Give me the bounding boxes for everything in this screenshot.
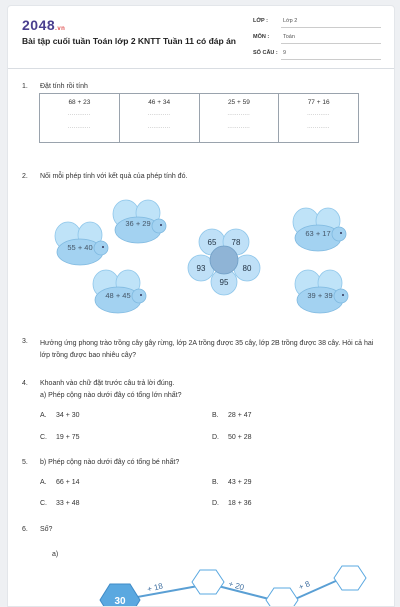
matching-illustration — [8, 194, 394, 324]
arrow-line — [218, 586, 273, 600]
svg-text:39 + 39: 39 + 39 — [307, 291, 333, 300]
page-title: Bài tập cuối tuần Toán lớp 2 KNTT Tuần 11 có đáp án — [22, 36, 236, 46]
petal[interactable]: 95 — [219, 278, 229, 287]
calc-table — [39, 93, 359, 143]
question-4-sub: a) Phép cộng nào dưới đây có tổng lớn nhất? — [40, 392, 182, 399]
petal[interactable]: 78 — [231, 238, 241, 247]
calc-cell[interactable]: 25 + 59 ............ ............ — [199, 94, 279, 143]
bee[interactable] — [93, 270, 146, 313]
bee[interactable] — [295, 270, 348, 313]
header: 2048.vn Bài tập cuối tuần Toán lớp 2 KNTT Tuần 11 có đáp án LỚP : Lớp 2 MÔN : Toán SỐ CÂU : 9 — [8, 6, 394, 69]
calc-cell[interactable]: 77 + 16 ............ ............ — [279, 94, 359, 143]
number-chain — [8, 564, 394, 607]
worksheet: 2048.vn Bài tập cuối tuần Toán lớp 2 KNTT Tuần 11 có đáp án LỚP : Lớp 2 MÔN : Toán SỐ CÂU : 9 1. Đặt tính rồi tính 68 + 23 ............ ............ 46 + 34 ............ ............ 25 + 59 ............ ............ 77 + 16 ............ ............ 2. Nối mỗi phép tính với kết quả của phép tính đó. 36 + 29 55 + 40 48 + 45 63 + 17 39 + 39 65 78 93 80 95 3. Hưởng ứng phong trào trồng cây gây rừng, lớp 2A trồng được 35 cây, lớp 2B trồng được 38 cây. Hỏi cả hai lớp trồng được bao nhiêu cây? 4. Khoanh vào chữ đặt trước câu trả lời đúng. a) Phép cộng nào dưới đây có tổng lớn nhất? A. 34 + 30 B. 28 + 47 C. 19 + 75 D. 50 + 28 5. b) Phép cộng nào dưới đây có tổng bé nhất? A. 66 + 14 B. 43 + 29 C. 33 + 48 D. 18 + 36 6. Số? a) 30 + 18 + 20 + 8 — [7, 5, 395, 607]
answer-hexagon[interactable] — [334, 566, 366, 590]
step-label: + 20 — [227, 579, 246, 593]
logo[interactable]: 2048.vn — [22, 17, 66, 33]
question-6-sub: a) — [52, 551, 59, 558]
svg-text:36 + 29: 36 + 29 — [125, 219, 151, 228]
flower — [188, 229, 260, 295]
step-label: + 8 — [297, 579, 312, 592]
svg-text:55 + 40: 55 + 40 — [67, 243, 93, 252]
bee[interactable] — [55, 222, 108, 265]
svg-text:48 + 45: 48 + 45 — [105, 291, 131, 300]
svg-text:30: 30 — [114, 596, 126, 607]
petal[interactable]: 80 — [242, 264, 252, 273]
bee[interactable] — [113, 200, 166, 243]
calc-cell[interactable]: 68 + 23 ............ ............ — [40, 94, 120, 143]
petal[interactable]: 93 — [196, 264, 206, 273]
svg-text:63 + 17: 63 + 17 — [305, 229, 331, 238]
step-label: + 18 — [146, 581, 164, 594]
answer-hexagon[interactable] — [266, 588, 298, 607]
calc-cell[interactable]: 46 + 34 ............ ............ — [119, 94, 199, 143]
petal[interactable]: 65 — [207, 238, 217, 247]
bee[interactable] — [293, 208, 346, 251]
answer-hexagon[interactable] — [192, 570, 224, 594]
